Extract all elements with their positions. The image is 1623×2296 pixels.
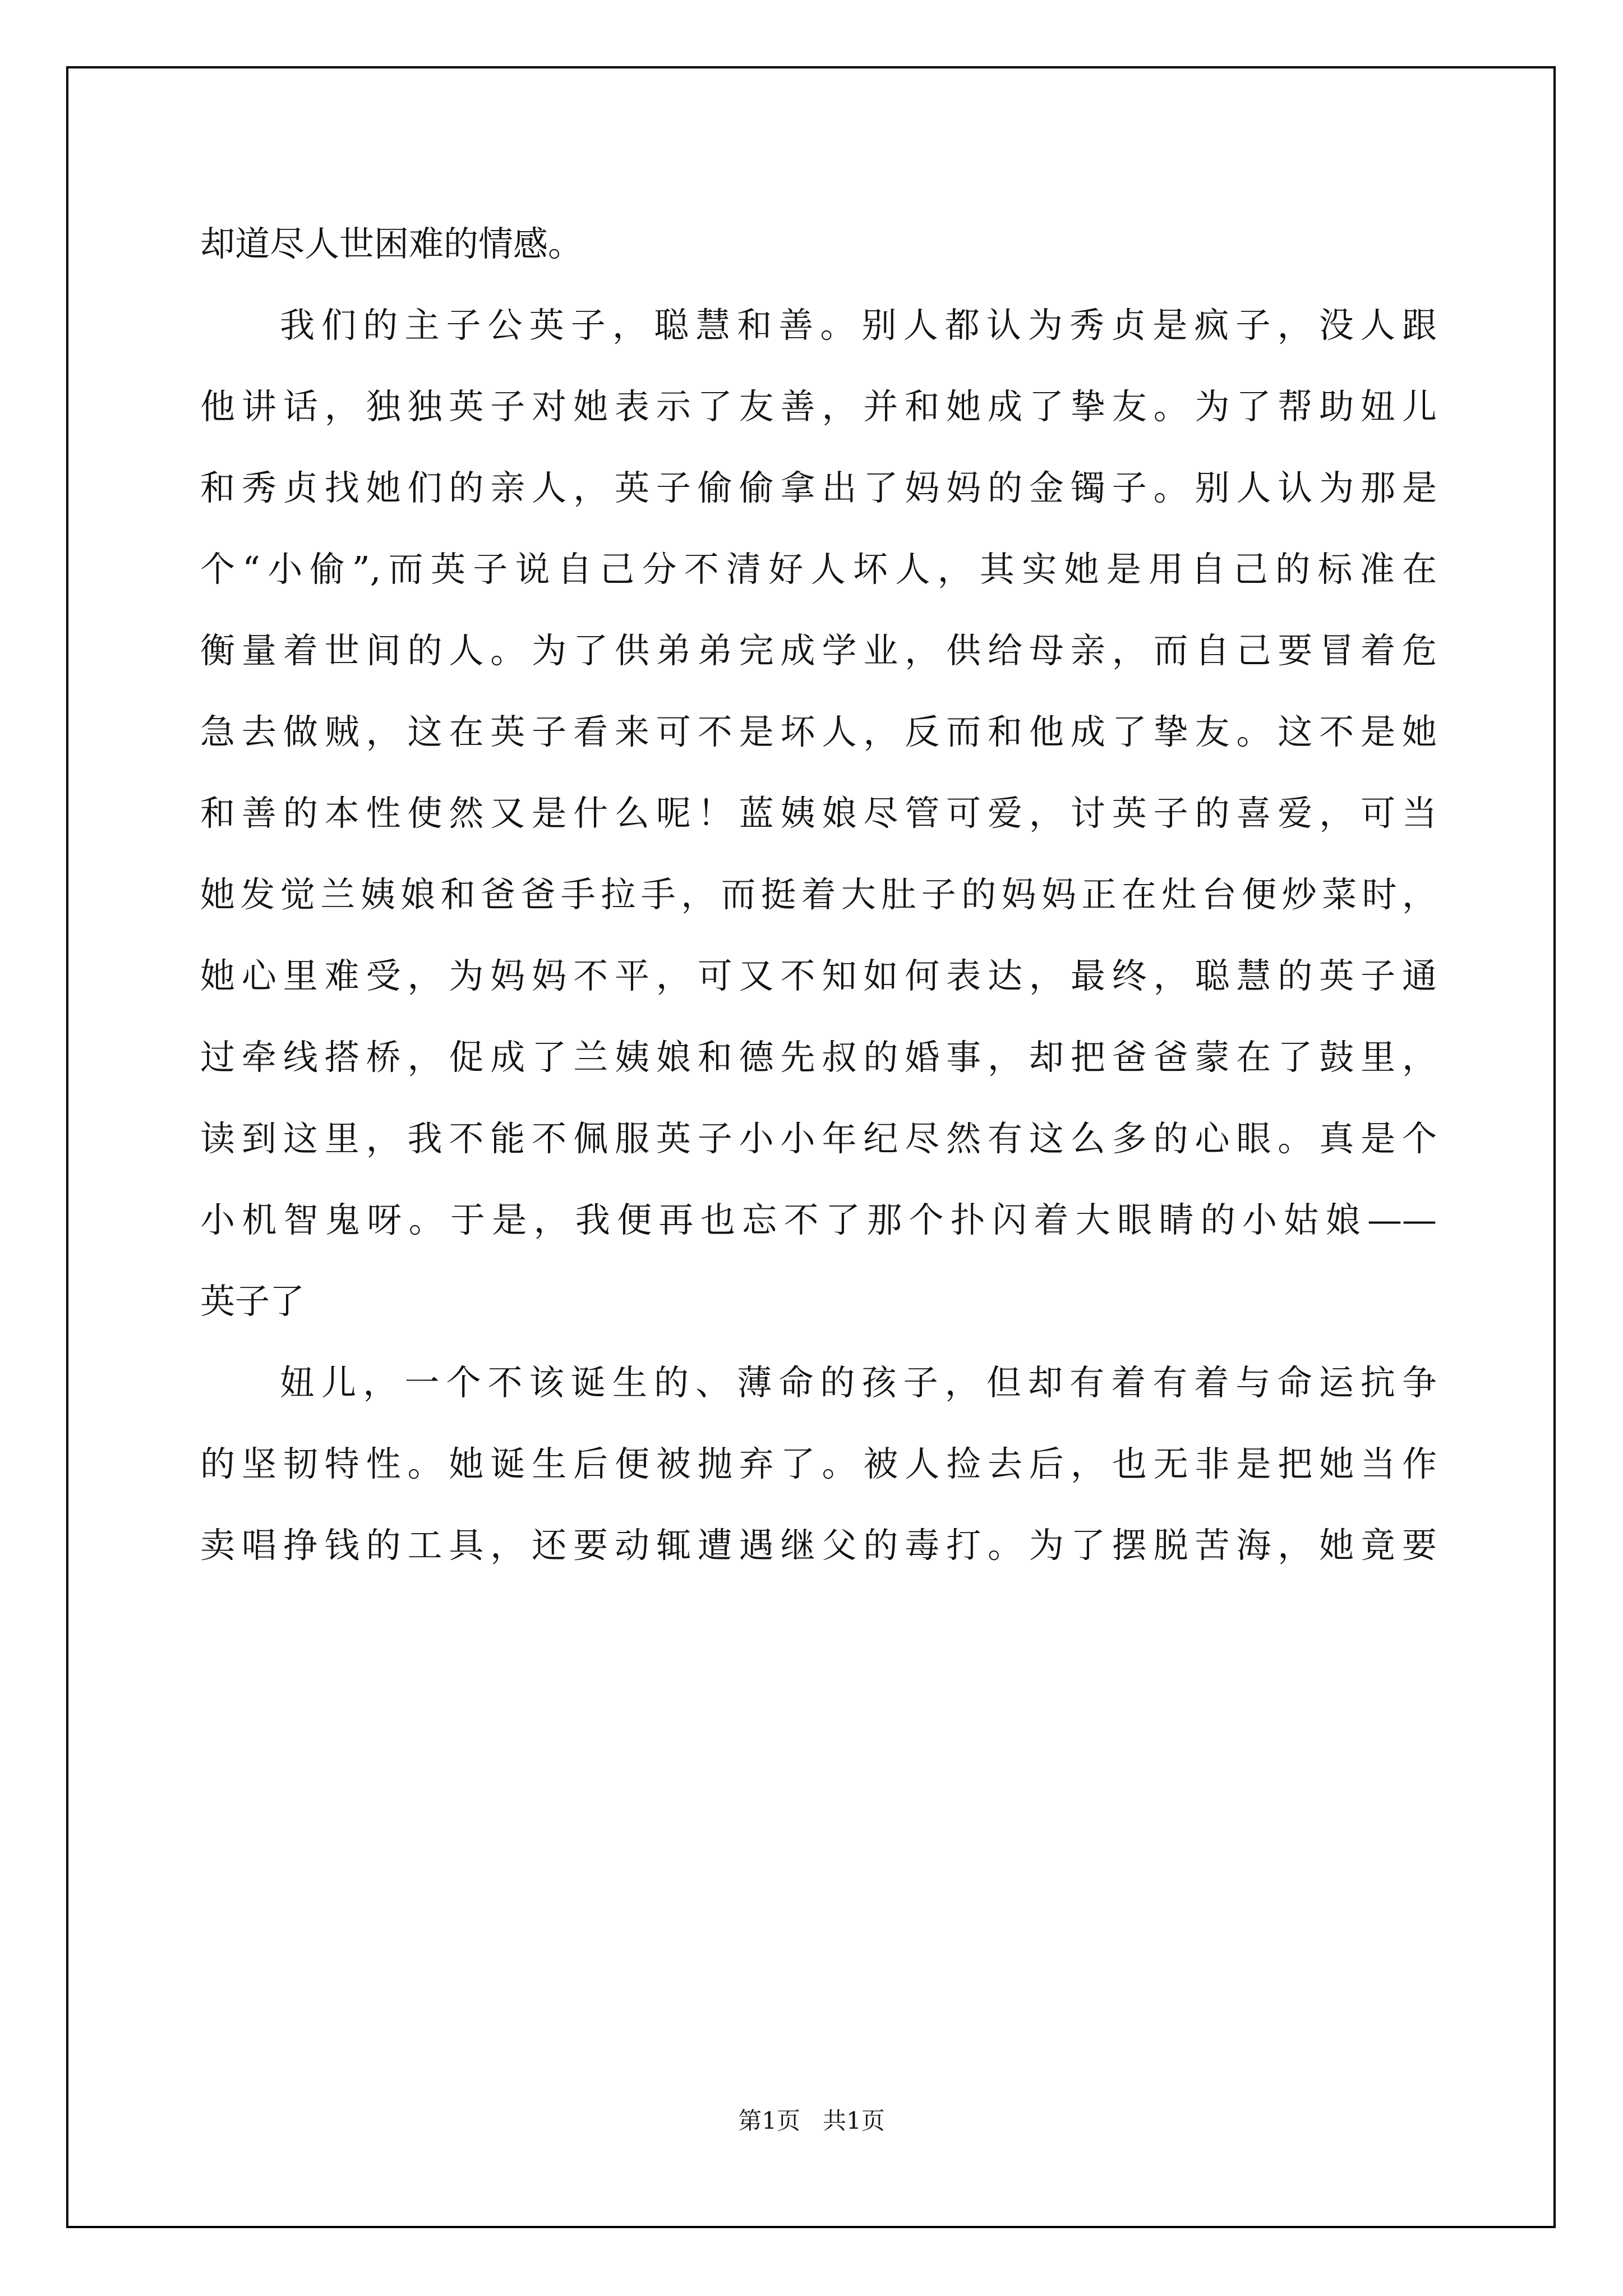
text-line: 过牵线搭桥，促成了兰姨娘和德先叔的婚事，却把爸爸蒙在了鼓里， — [200, 1037, 1437, 1078]
text-line: 个“小偷”,而英子说自己分不清好人坏人，其实她是用自己的标准在 — [200, 549, 1437, 590]
text-line: 卖唱挣钱的工具，还要动辄遭遇继父的毒打。为了摆脱苦海，她竟要 — [200, 1525, 1437, 1566]
text-line: 读到这里，我不能不佩服英子小小年纪尽然有这么多的心眼。真是个 — [200, 1118, 1437, 1159]
document-body — [200, 203, 1437, 1586]
text-line: 的坚韧特性。她诞生后便被抛弃了。被人捡去后，也无非是把她当作 — [200, 1443, 1437, 1484]
text-line: 却道尽人世困难的情感。 — [200, 223, 583, 264]
text-line: 她发觉兰姨娘和爸爸手拉手，而挺着大肚子的妈妈正在灶台便炒菜时， — [200, 874, 1437, 915]
text-line: 妞儿，一个不该诞生的、薄命的孩子，但却有着有着与命运抗争 — [280, 1362, 1437, 1403]
text-line: 英子了 — [200, 1281, 305, 1322]
text-line: 急去做贼，这在英子看来可不是坏人，反而和他成了挚友。这不是她 — [200, 711, 1437, 752]
text-line: 小机智鬼呀。于是，我便再也忘不了那个扑闪着大眼睛的小姑娘—— — [200, 1199, 1437, 1240]
text-line: 衡量着世间的人。为了供弟弟完成学业，供给母亲，而自己要冒着危 — [200, 630, 1437, 671]
text-line: 他讲话，独独英子对她表示了友善，并和她成了挚友。为了帮助妞儿 — [200, 386, 1437, 427]
text-line: 和善的本性使然又是什么呢！蓝姨娘尽管可爱，讨英子的喜爱，可当 — [200, 793, 1437, 834]
page-number-footer: 第1页 共1页 — [738, 2107, 885, 2134]
text-line: 和秀贞找她们的亲人，英子偷偷拿出了妈妈的金镯子。别人认为那是 — [200, 467, 1437, 508]
text-line: 我们的主子公英子，聪慧和善。别人都认为秀贞是疯子，没人跟 — [280, 305, 1437, 346]
text-line: 她心里难受，为妈妈不平，可又不知如何表达，最终，聪慧的英子通 — [200, 955, 1437, 996]
